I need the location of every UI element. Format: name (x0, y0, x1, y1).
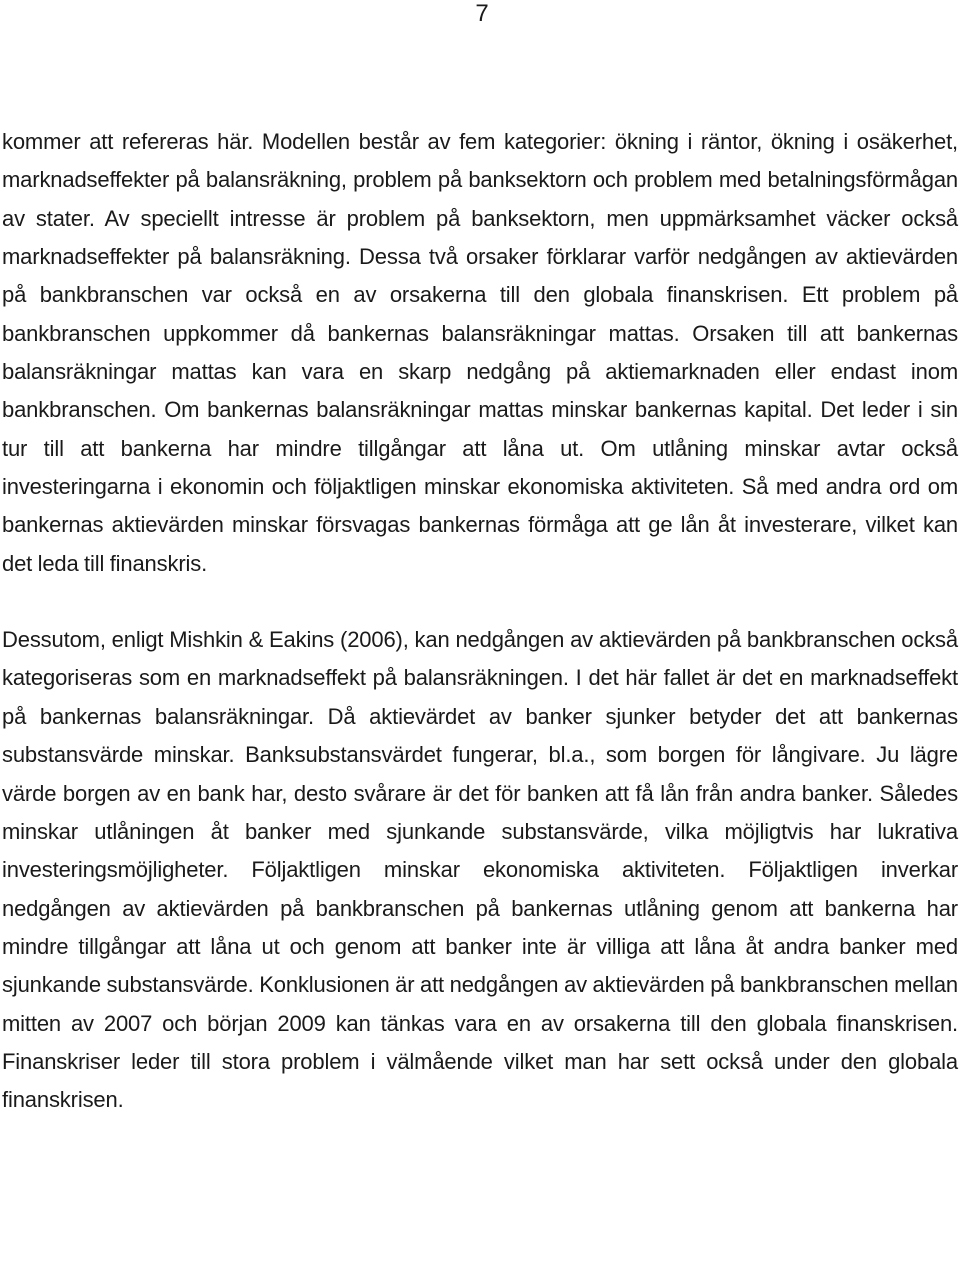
page-number: 7 (475, 0, 489, 27)
document-body (2, 123, 958, 1120)
paragraph-1: kommer att refereras här. Modellen består av fem kategorier: ökning i räntor, ökning i osäkerhet, marknadseffekter på balansräkning, problem på banksektorn och problem med betalningsförmågan av stater. Av speciellt intresse är problem på banksektorn, men uppmärksamhet väcker också marknadseffekter på balansräkning. Dessa två orsaker förklarar varför nedgången av aktievärden på bankbranschen var också en av orsakerna till den globala finanskrisen. Ett problem på bankbranschen uppkommer då bankernas balansräkningar mattas. Orsaken till att bankernas balansräkningar mattas kan vara en skarp nedgång på aktiemarknaden eller endast inom bankbranschen. Om bankernas balansräkningar mattas minskar bankernas kapital. Det leder i sin tur till att bankerna har mindre tillgångar att låna ut. Om utlåning minskar avtar också investeringarna i ekonomin och följaktligen minskar ekonomiska aktiviteten. Så med andra ord om bankernas aktievärden minskar försvagas bankernas förmåga att ge lån åt investerare, vilket kan det leda till finanskris. (2, 129, 958, 576)
paragraph-2: Dessutom, enligt Mishkin & Eakins (2006), kan nedgången av aktievärden på bankbranschen också kategoriseras som en marknadseffekt på balansräkningen. I det här fallet är det en marknadseffekt på bankernas balansräkningar. Då aktievärdet av banker sjunker betyder det att bankernas substansvärde minskar. Banksubstansvärdet fungerar, bl.a., som borgen för långivare. Ju lägre värde borgen av en bank har, desto svårare är det för banken att få lån från andra banker. Således minskar utlåningen åt banker med sjunkande substansvärde, vilka möjligtvis har lukrativa investeringsmöjligheter. Följaktligen minskar ekonomiska aktiviteten. Följaktligen inverkar nedgången av aktievärden på bankbranschen på bankernas utlåning genom att bankerna har mindre tillgångar att låna ut och genom att banker inte är villiga att låna åt andra banker med sjunkande substansvärde. Konklusionen är att nedgången av aktievärden på bankbranschen mellan mitten av 2007 och början 2009 kan tänkas vara en av orsakerna till den globala finanskrisen. Finanskriser leder till stora problem i välmående vilket man har sett också under den globala finanskrisen. (2, 627, 958, 1113)
